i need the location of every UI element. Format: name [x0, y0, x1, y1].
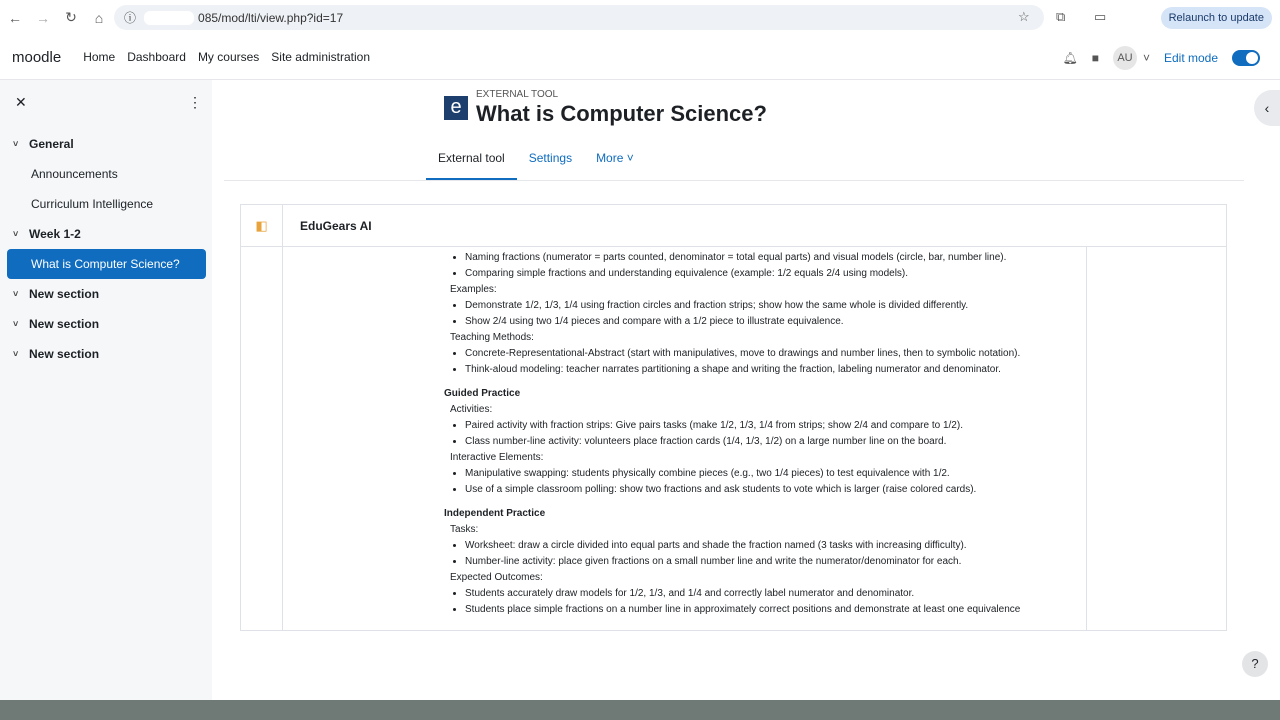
sidebar-item[interactable] [7, 189, 206, 219]
tab-more[interactable]: More ˅ [596, 151, 634, 165]
list-item: • Class number-line activity: volunteers place fraction cards (1/4, 1/3, 1/2) on a large number line on the board. [465, 434, 1084, 450]
page-title: What is Computer Science? [476, 101, 767, 126]
site-logo[interactable]: moodle [12, 48, 62, 66]
avatar: AU [1113, 46, 1137, 70]
bullet-list [465, 538, 1084, 570]
tab-settings[interactable]: Settings [528, 151, 573, 165]
info-icon: ⓘ [124, 11, 137, 25]
browser-toolbar [0, 0, 1280, 35]
chevron-down-icon[interactable]: ˅ [13, 139, 19, 149]
bullet-list [465, 250, 1084, 282]
sidebar-item-label: New section [29, 287, 100, 301]
sidebar-item-label: Curriculum Intelligence [31, 197, 154, 211]
list-item: • Show 2/4 using two 1/4 pieces and compare with a 1/2 piece to illustrate equivalence. [465, 314, 1084, 330]
extensions-icon[interactable]: ⧉ [1056, 9, 1066, 24]
nav-dashboard[interactable]: Dashboard [127, 50, 186, 64]
list-item: • Concrete-Representational-Abstract (start with manipulatives, move to drawings and number lines, then to symbolic notation). [465, 346, 1084, 362]
sidebar-item-label: Week 1-2 [29, 227, 81, 241]
forward-icon[interactable]: → [36, 9, 50, 26]
nav-site-administration[interactable]: Site administration [271, 50, 371, 64]
chevron-down-icon: ˅ [1142, 50, 1150, 65]
section-heading: Independent Practice [444, 508, 546, 519]
sidebar-item[interactable] [7, 309, 206, 339]
desktop-strip [0, 700, 1280, 720]
sidebar-item[interactable] [7, 159, 206, 189]
chevron-down-icon[interactable]: ˅ [13, 349, 19, 359]
relaunch-button[interactable]: Relaunch to update [1161, 7, 1272, 29]
bullet-list [465, 586, 1084, 618]
subheading: Expected Outcomes: [450, 572, 543, 583]
subheading: Examples: [450, 284, 497, 295]
top-navbar [0, 35, 1280, 80]
sidebar-item-label: What is Computer Science? [31, 257, 180, 271]
page-kicker: EXTERNAL TOOL [476, 89, 559, 100]
close-icon[interactable]: ✕ [15, 94, 27, 110]
bell-icon[interactable]: 🔔︎ [1062, 50, 1078, 65]
home-icon[interactable]: ⌂ [94, 9, 104, 26]
tab-external-tool[interactable]: External tool [426, 146, 517, 180]
sidebar-item[interactable] [7, 339, 206, 369]
list-item: • Demonstrate 1/2, 1/3, 1/4 using fraction circles and fraction strips; show how the same whole is divided differently. [465, 298, 1084, 314]
bookmark-star-icon[interactable]: ☆ [1018, 9, 1030, 24]
edit-mode-label: Edit mode [1163, 50, 1218, 65]
list-item: • Number-line activity: place given fractions on a small number line and write the numerator/denominator for each. [465, 554, 1084, 570]
secondary-nav [426, 146, 646, 180]
subheading: Activities: [450, 404, 493, 415]
bullet-list [465, 418, 1084, 450]
sidebar-item-label: New section [29, 347, 100, 361]
sidebar-item-label: Announcements [31, 167, 118, 181]
list-item: • Paired activity with fraction strips: Give pairs tasks (make 1/2, 1/3, 1/4 from strips; show 2/4 and compare to 1/2). [465, 418, 1084, 434]
divider [224, 180, 1244, 181]
sidebar-item[interactable] [7, 219, 206, 249]
list-item: • Naming fractions (numerator = parts counted, denominator = total equal parts) and visual models (circle, bar, number line). [465, 250, 1084, 266]
sidebar-item-label: New section [29, 317, 100, 331]
cast-icon[interactable]: ▭ [1094, 9, 1107, 24]
url-text: 085/mod/lti/view.php?id=17 [198, 10, 344, 25]
list-item: • Manipulative swapping: students physically combine pieces (e.g., two 1/4 pieces) to test equivalence with 1/2. [465, 466, 1084, 482]
subheading: Interactive Elements: [450, 452, 544, 463]
user-menu[interactable] [1113, 46, 1150, 70]
help-button[interactable]: ? [1242, 651, 1268, 677]
bullet-list [465, 298, 1084, 330]
list-item: • Use of a simple classroom polling: show two fractions and ask students to vote which is larger (raise colored cards). [465, 482, 1084, 498]
nav-my-courses[interactable]: My courses [197, 50, 260, 64]
list-item: • Worksheet: draw a circle divided into equal parts and shade the fraction named (3 tasks with increasing difficulty). [465, 538, 1084, 554]
sidebar-item-label: General [29, 137, 74, 151]
sidebar-item[interactable] [7, 129, 206, 159]
frame-divider [1086, 247, 1087, 630]
edit-mode-toggle[interactable] [1232, 50, 1260, 66]
section-heading: Guided Practice [444, 388, 521, 399]
back-icon[interactable]: ← [8, 9, 22, 26]
panel-toggle-icon[interactable]: ◧ [241, 205, 283, 247]
lesson-content [444, 247, 1084, 618]
list-item: • Students place simple fractions on a number line in approximately correct positions and demonstrate at least one equivalence [465, 602, 1084, 618]
sidebar-item[interactable] [7, 249, 206, 279]
external-tool-icon: e [444, 96, 468, 120]
tool-title: EduGears AI [300, 218, 372, 233]
bullet-list [465, 346, 1084, 378]
open-block-drawer-button[interactable]: ‹ [1254, 90, 1280, 126]
chevron-down-icon[interactable]: ˅ [13, 319, 19, 329]
sidebar-item[interactable] [7, 279, 206, 309]
chevron-down-icon[interactable]: ˅ [13, 229, 19, 239]
list-item: • Think-aloud modeling: teacher narrates partitioning a shape and writing the fraction, labeling numerator and denominator. [465, 362, 1084, 378]
list-item: • Students accurately draw models for 1/2, 1/3, and 1/4 and correctly label numerator and denominator. [465, 586, 1084, 602]
subheading: Teaching Methods: [450, 332, 534, 343]
lti-frame [240, 204, 1227, 631]
kebab-menu-icon[interactable]: ⋮ [188, 94, 202, 110]
subheading: Tasks: [450, 524, 479, 535]
reload-icon[interactable]: ↻ [65, 9, 77, 25]
address-bar[interactable] [114, 5, 1044, 30]
messages-icon[interactable]: ■ [1091, 50, 1099, 65]
nav-home[interactable]: Home [83, 50, 116, 64]
chevron-down-icon[interactable]: ˅ [13, 289, 19, 299]
course-index-drawer [0, 80, 212, 700]
list-item: • Comparing simple fractions and understanding equivalence (example: 1/2 equals 2/4 using models). [465, 266, 1084, 282]
bullet-list [465, 466, 1084, 498]
main-region [212, 80, 1280, 700]
frame-left-column [241, 247, 283, 630]
